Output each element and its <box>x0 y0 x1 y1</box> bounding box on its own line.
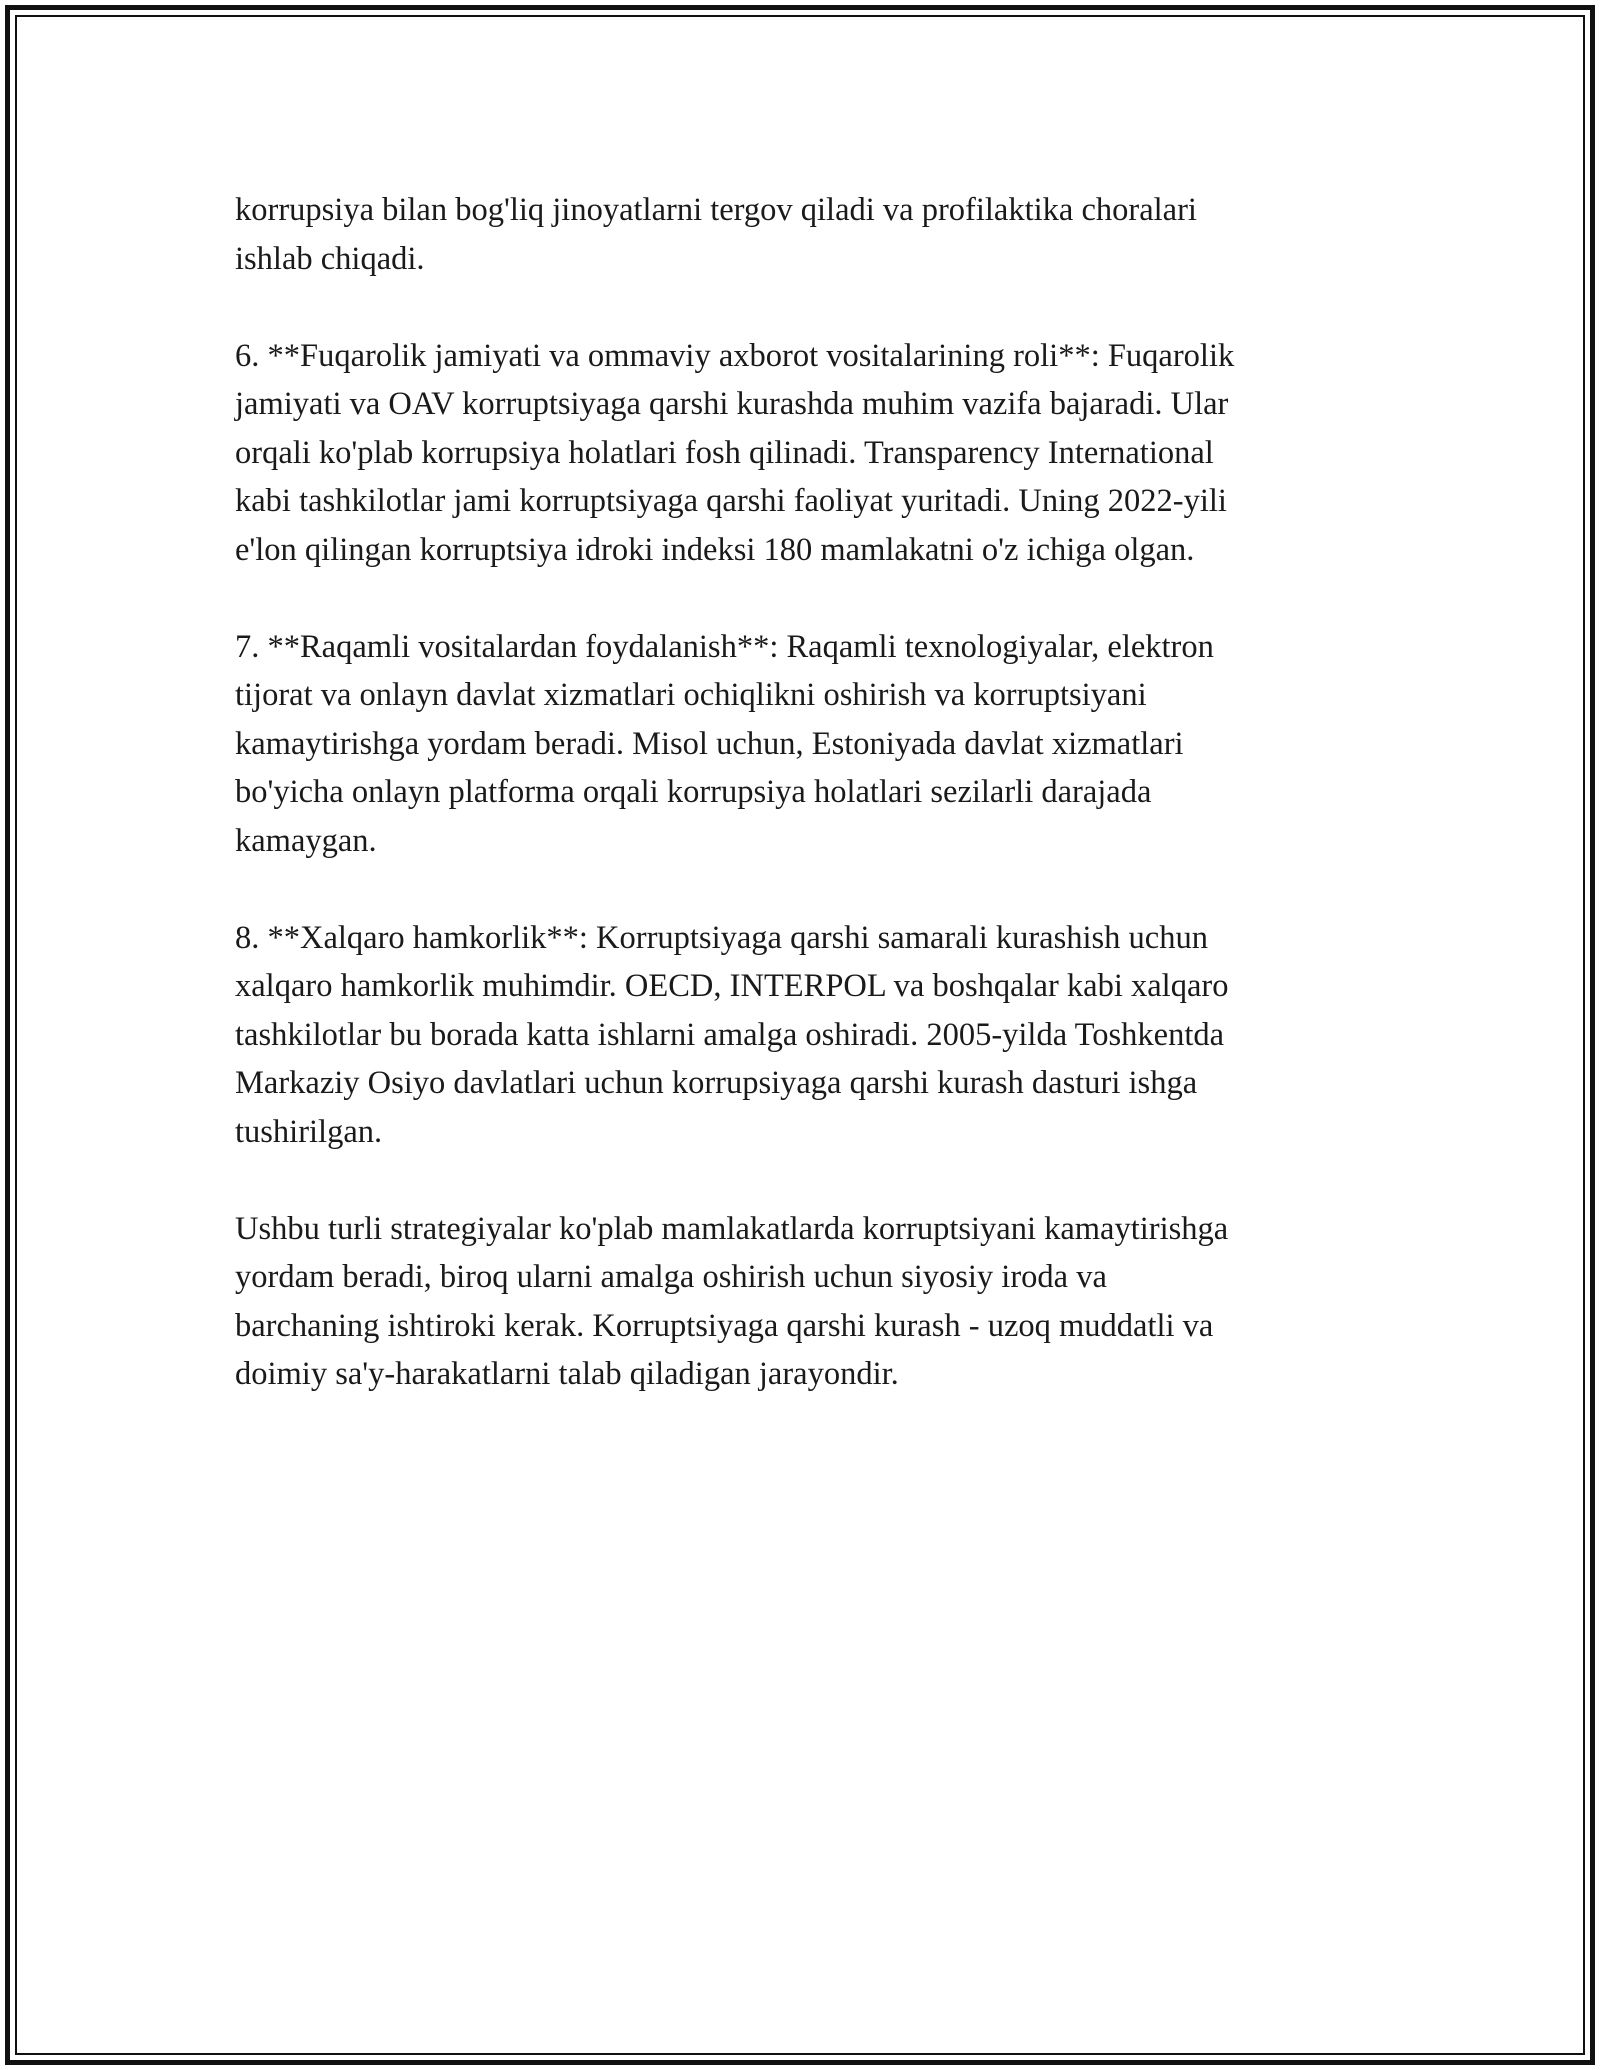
paragraph-civil-society: 6. **Fuqarolik jamiyati va ommaviy axborot vositalarining roli**: Fuqarolik jamiyati va OAV korruptsiyaga qarshi kurashda muhim vazifa bajaradi. Ular orqali ko'plab korrupsiya holatlari fosh qilinadi. Transparency International kabi tashkilotlar jami korruptsiyaga qarshi faoliyat yuritadi. Uning 2022-yili e'lon qilingan korruptsiya idroki indeksi 180 mamlakatni o'z ichiga olgan. <box>235 337 1235 568</box>
paragraph-digital-tools: 7. **Raqamli vositalardan foydalanish**: Raqamli texnologiyalar, elektron tijorat va onlayn davlat xizmatlari ochiqlikni oshirish va korruptsiyani kamaytirishga yordam beradi. Misol uchun, Estoniyada davlat xizmatlari bo'yicha onlayn platforma orqali korrupsiya holatlari sezilarli darajada kamaygan. <box>235 628 1214 859</box>
paragraph-international-cooperation: 8. **Xalqaro hamkorlik**: Korruptsiyaga qarshi samarali kurashish uchun xalqaro hamkorlik muhimdir. OECD, INTERPOL va boshqalar kabi xalqaro tashkilotlar bu borada katta ishlarni amalga oshiradi. 2005-yilda Toshkentda Markaziy Osiyo davlatlari uchun korrupsiyaga qarshi kurash dasturi ishga tushirilgan. <box>235 919 1229 1150</box>
paragraph-conclusion: Ushbu turli strategiyalar ko'plab mamlakatlarda korruptsiyani kamaytirishga yordam beradi, biroq ularni amalga oshirish uchun siyosiy iroda va barchaning ishtiroki kerak. Korruptsiyaga qarshi kurash - uzoq muddatli va doimiy sa'y-harakatlarni talab qiladigan jarayondir. <box>235 1210 1229 1392</box>
paragraph-continuation: korrupsiya bilan bog'liq jinoyatlarni tergov qiladi va profilaktika choralari ishlab chiqadi. <box>235 192 1197 277</box>
document-body <box>235 186 1375 1447</box>
